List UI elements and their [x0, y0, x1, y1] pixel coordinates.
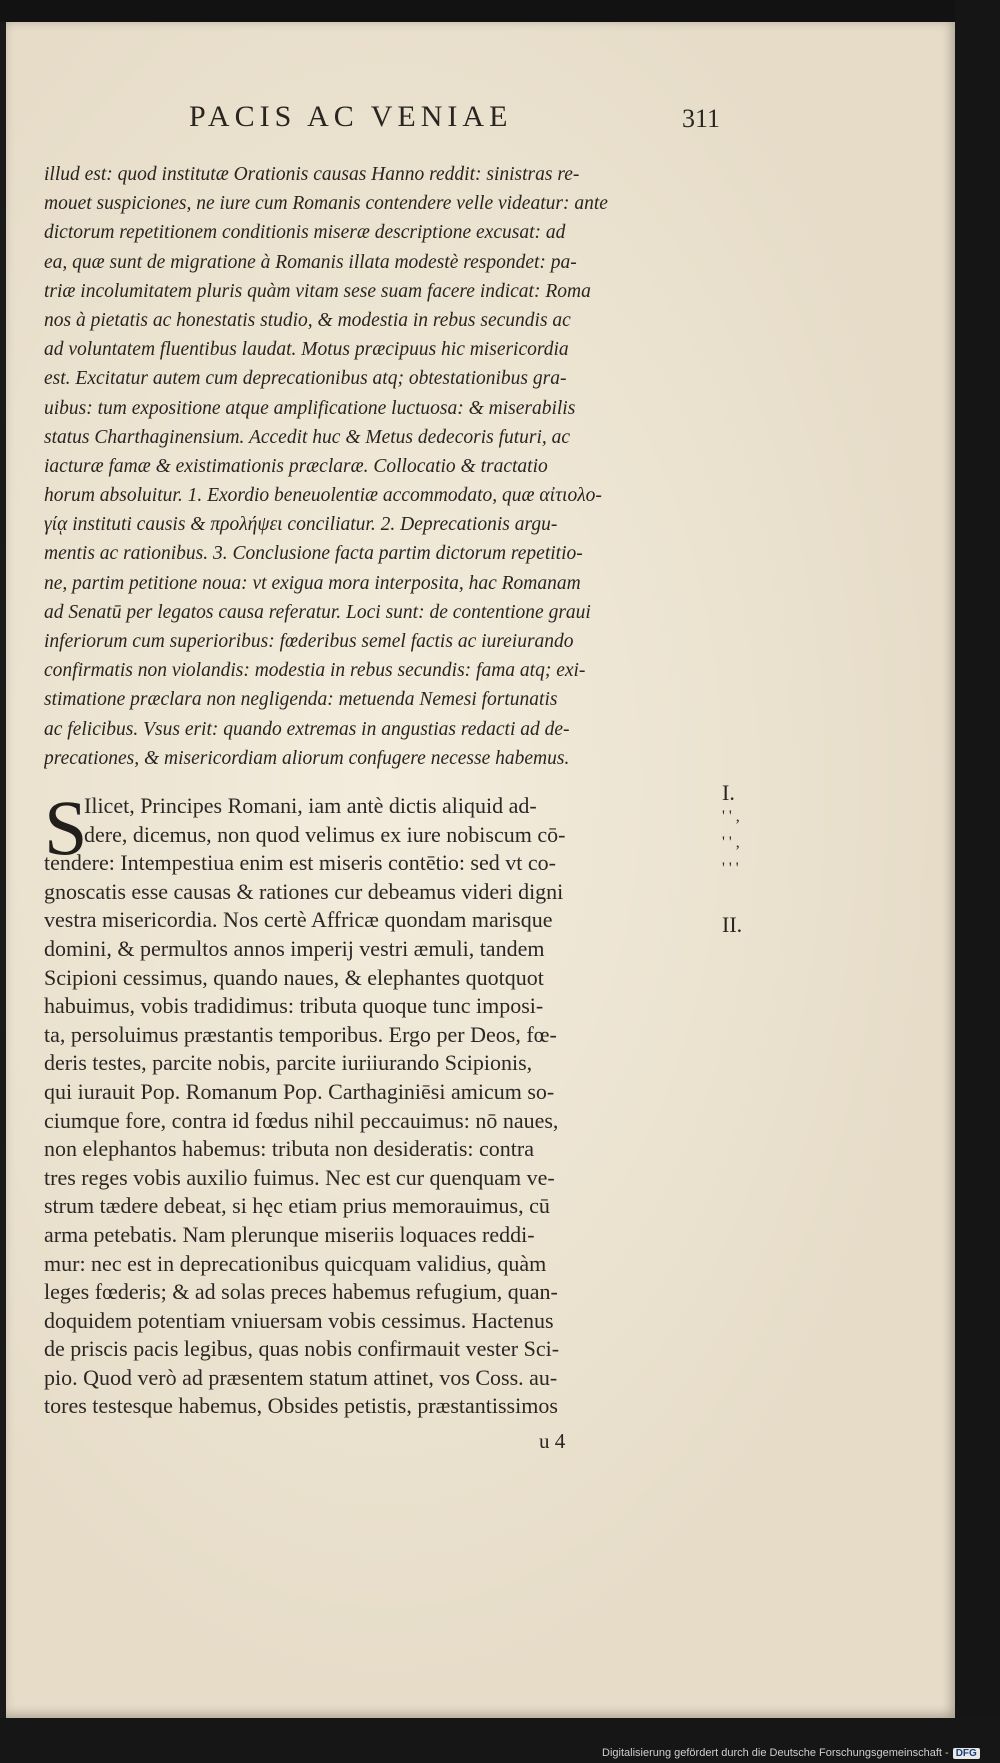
- argument-line: horum absoluitur. 1. Exordio beneuolentiæ accommodato, quæ αἰτιολο-: [44, 485, 602, 507]
- argument-line: inferiorum cum superioribus: fœderibus semel factis ac iureiurando: [44, 631, 574, 652]
- dfg-logo: DFG: [953, 1748, 980, 1759]
- oration-line: non elephantos habemus: tributa non desideratis: contra: [44, 1136, 534, 1162]
- oration-line: tores testesque habemus, Obsides petistis, præstantissimos: [44, 1393, 558, 1419]
- argument-line: status Charthaginensium. Accedit huc & Metus dedecoris futuri, ac: [44, 426, 571, 448]
- signature-mark: u 4: [539, 1429, 566, 1453]
- oration-paragraph: [44, 784, 729, 1421]
- scan-border-top: [0, 0, 1000, 22]
- oration-line: dere, dicemus, non quod velimus ex iure nobiscum cō-: [84, 821, 566, 847]
- drop-cap: S: [44, 784, 88, 871]
- margin-note-two: II.: [722, 912, 743, 937]
- oration-line: pio. Quod verò ad præsentem statum attinet, vos Coss. au-: [44, 1364, 558, 1390]
- oration-line: ta, persoluimus præstantis temporibus. Ergo per Deos, fœ-: [44, 1021, 557, 1047]
- oration-line: ciumque fore, contra id fœdus nihil peccauimus: nō naues,: [44, 1107, 559, 1133]
- oration-line: Ilicet, Principes Romani, iam antè dictis aliquid ad-: [84, 793, 537, 818]
- oration-line: mur: nec est in deprecationibus quicquam validius, quàm: [44, 1250, 547, 1276]
- oration-line: doquidem potentiam vniuersam vobis cessimus. Hactenus: [44, 1307, 554, 1333]
- argument-line: ne, partim petitione noua: vt exigua mora interposita, hac Romanam: [44, 572, 581, 594]
- argument-line: ea, quæ sunt de migratione à Romanis illata modestè respondet: pa-: [44, 251, 577, 273]
- oration-line: tres reges vobis auxilio fuimus. Nec est cur quenquam ve-: [44, 1164, 555, 1190]
- argument-line: mouet suspiciones, ne iure cum Romanis contendere velle videatur: ante: [44, 193, 608, 215]
- argument-line: ad voluntatem fluentibus laudat. Motus præcipuus hic misericordia: [44, 339, 569, 361]
- oration-line: vestra misericordia. Nos certè Affricæ quondam marisque: [44, 907, 553, 933]
- argument-line: illud est: quod institutæ Orationis causas Hanno reddit: sinistras re-: [44, 164, 580, 185]
- oration-line: gnoscatis esse causas & rationes cur debeamus videri digni: [44, 878, 564, 904]
- oration-line: de priscis pacis legibus, quas nobis confirmauit vester Sci-: [44, 1336, 560, 1362]
- oration-line: strum tædere debeat, si hęc etiam prius memorauimus, cū: [44, 1193, 550, 1219]
- argument-line: nos à pietatis ac honestatis studio, & modestia in rebus secundis ac: [44, 309, 571, 331]
- argument-line: mentis ac rationibus. 3. Conclusione facta partim dictorum repetitio-: [44, 543, 583, 565]
- oration-line: Scipioni cessimus, quando naues, & elephantes quotquot: [44, 964, 544, 990]
- margin-quote-mark: ' ' ,: [722, 808, 740, 825]
- margin-quote-mark: ' ' ,: [722, 834, 740, 851]
- funding-credit: [602, 1747, 980, 1759]
- argument-paragraph: [44, 160, 729, 773]
- argument-line: ad Senatū per legatos causa referatur. Loci sunt: de contentione graui: [44, 601, 591, 623]
- argument-line: confirmatis non violandis: modestia in rebus secundis: fama atq; exi-: [44, 660, 586, 682]
- argument-line: iacturæ famæ & existimationis præclaræ. Collocatio & tractatio: [44, 455, 548, 477]
- oration-line: arma petebatis. Nam plerunque miseriis loquaces reddi-: [44, 1221, 535, 1247]
- argument-line: est. Excitatur autem cum deprecationibus atq; obtestationibus gra-: [44, 368, 567, 390]
- margin-note-one: I.: [722, 780, 735, 805]
- margin-quote-mark: ' ' ': [722, 860, 739, 877]
- scan-border-right: [955, 0, 1000, 1763]
- argument-line: triæ incolumitatem pluris quàm vitam sese suam facere indicat: Roma: [44, 280, 591, 302]
- argument-line: precationes, & misericordiam aliorum confugere necesse habemus.: [44, 747, 570, 769]
- argument-line: γίᾳ instituti causis & προλήψει conciliatur. 2. Deprecationis argu-: [44, 514, 558, 536]
- page-number: 311: [682, 104, 721, 133]
- oration-line: qui iurauit Pop. Romanum Pop. Carthaginiēsi amicum so-: [44, 1078, 555, 1104]
- oration-line: deris testes, parcite nobis, parcite iuriiurando Scipionis,: [44, 1050, 533, 1076]
- argument-line: uibus: tum expositione atque amplificatione luctuosa: & miserabilis: [44, 397, 576, 419]
- argument-line: dictorum repetitionem conditionis miseræ descriptione excusat: ad: [44, 222, 566, 244]
- book-page: [6, 22, 956, 1718]
- oration-line: tendere: Intempestiua enim est miseris contētio: sed vt co-: [44, 850, 556, 876]
- oration-line: leges fœderis; & ad solas preces habemus refugium, quan-: [44, 1279, 558, 1305]
- oration-line: habuimus, vobis tradidimus: tributa quoque tunc imposi-: [44, 993, 544, 1019]
- funding-credit-text: Digitalisierung gefördert durch die Deutsche Forschungsgemeinschaft -: [602, 1747, 949, 1759]
- argument-line: ac felicibus. Vsus erit: quando extremas in angustias redacti ad de-: [44, 718, 570, 740]
- argument-line: stimatione præclara non negligenda: metuenda Nemesi fortunatis: [44, 689, 558, 711]
- running-head: PACIS AC VENIAE: [189, 100, 513, 133]
- oration-line: domini, & permultos annos imperij vestri æmuli, tandem: [44, 935, 545, 961]
